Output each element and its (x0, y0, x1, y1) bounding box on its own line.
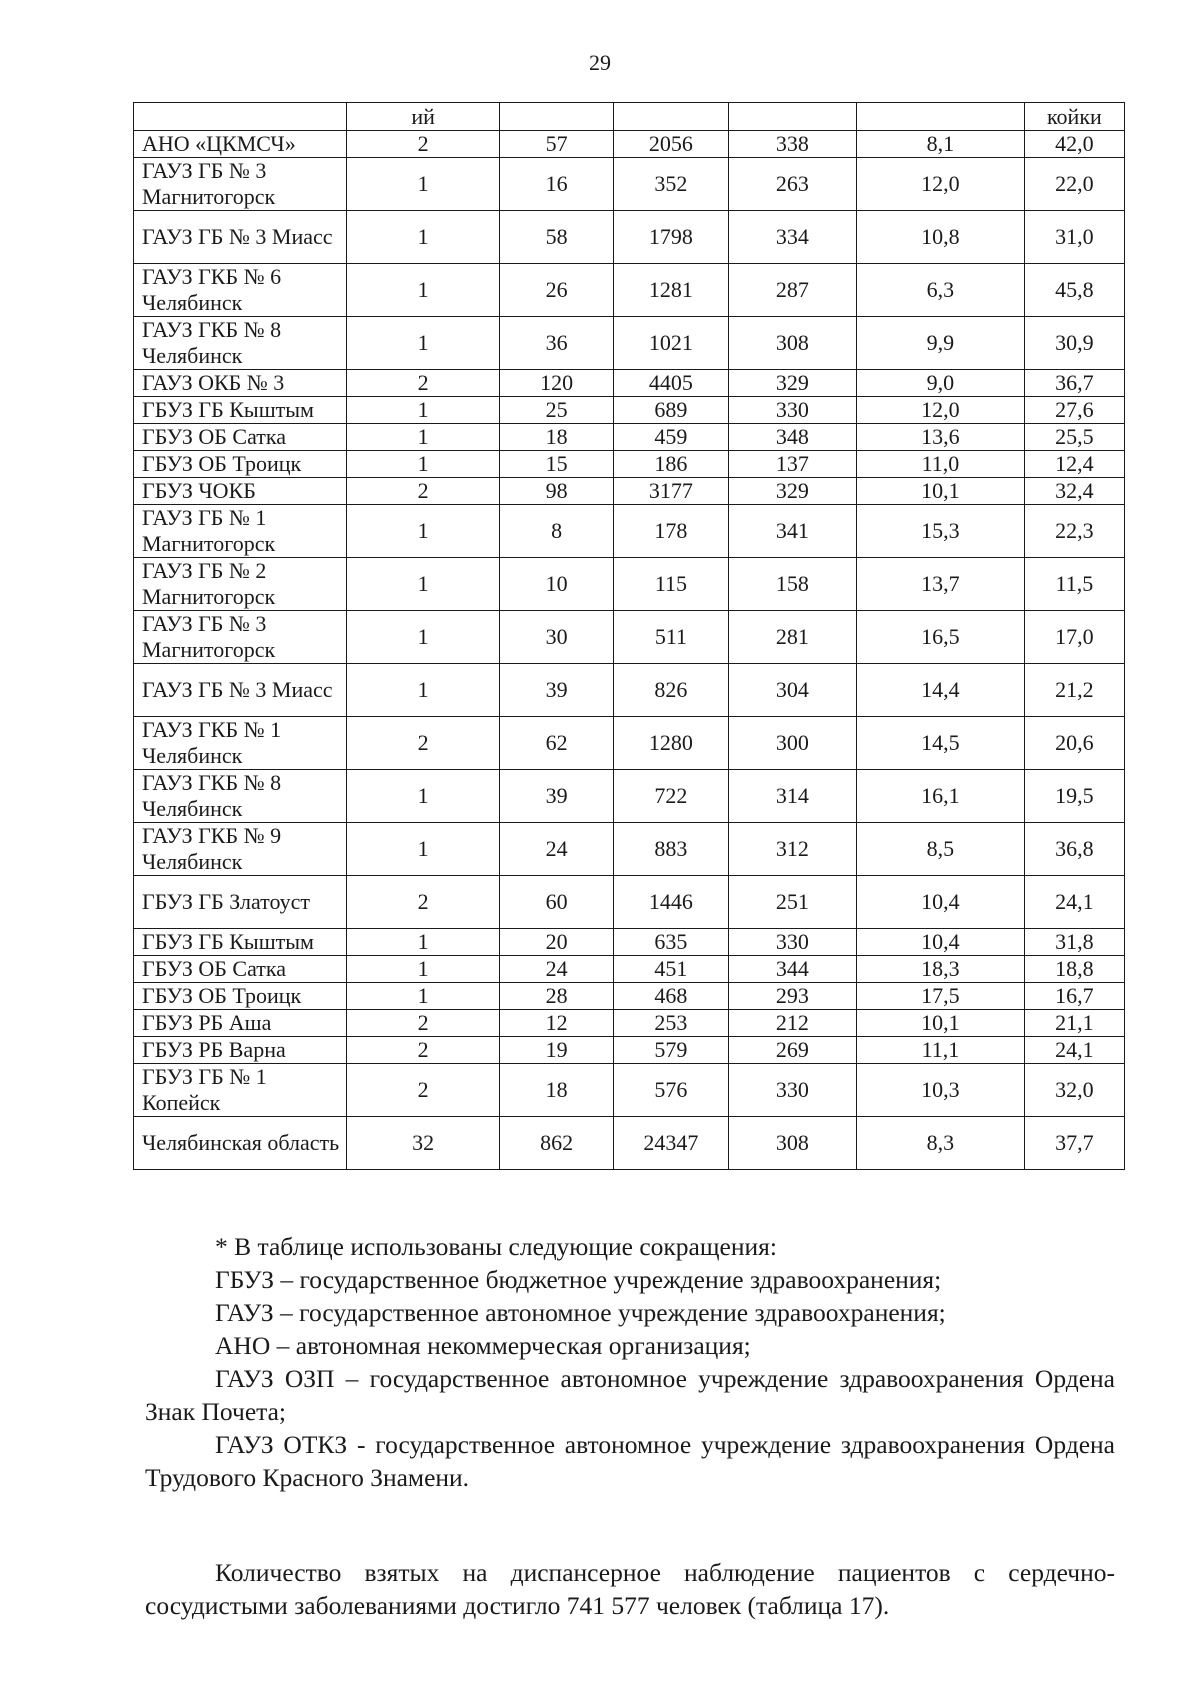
table-row (134, 478, 1125, 505)
value-cell: 19,5 (1024, 770, 1124, 823)
header-cell (857, 103, 1025, 131)
table-row (134, 1117, 1125, 1170)
table-row (134, 397, 1125, 424)
value-cell: 2 (347, 1064, 499, 1117)
value-cell: 304 (728, 664, 857, 717)
value-cell: 2 (347, 478, 499, 505)
value-cell: 348 (728, 424, 857, 451)
value-cell: 862 (499, 1117, 613, 1170)
value-cell: 22,3 (1024, 505, 1124, 558)
value-cell: 1 (347, 956, 499, 983)
value-cell: 18,3 (857, 956, 1025, 983)
value-cell: 32 (347, 1117, 499, 1170)
table-row (134, 370, 1125, 397)
value-cell: 1 (347, 611, 499, 664)
value-cell: 6,3 (857, 264, 1025, 317)
value-cell: 1 (347, 929, 499, 956)
value-cell: 8,1 (857, 131, 1025, 158)
value-cell: 11,5 (1024, 558, 1124, 611)
value-cell: 308 (728, 317, 857, 370)
value-cell: 1 (347, 558, 499, 611)
value-cell: 269 (728, 1037, 857, 1064)
value-cell: 10,1 (857, 478, 1025, 505)
table-row (134, 770, 1125, 823)
value-cell: 9,0 (857, 370, 1025, 397)
institution-name-cell: ГАУЗ ГБ № 2 Магнитогорск (134, 558, 347, 611)
abbreviations-notes (145, 1230, 1115, 1494)
header-cell (499, 103, 613, 131)
value-cell: 36,7 (1024, 370, 1124, 397)
value-cell: 9,9 (857, 317, 1025, 370)
value-cell: 24347 (614, 1117, 728, 1170)
institution-name-cell: ГБУЗ ОБ Троицк (134, 983, 347, 1010)
table-row (134, 717, 1125, 770)
value-cell: 16,5 (857, 611, 1025, 664)
institution-name-cell: ГБУЗ ОБ Сатка (134, 424, 347, 451)
value-cell: 13,7 (857, 558, 1025, 611)
institution-name-cell: ГБУЗ ЧОКБ (134, 478, 347, 505)
value-cell: 338 (728, 131, 857, 158)
value-cell: 12,0 (857, 158, 1025, 211)
value-cell: 1021 (614, 317, 728, 370)
value-cell: 2 (347, 1010, 499, 1037)
value-cell: 36 (499, 317, 613, 370)
value-cell: 1 (347, 451, 499, 478)
value-cell: 251 (728, 876, 857, 929)
value-cell: 39 (499, 664, 613, 717)
value-cell: 25,5 (1024, 424, 1124, 451)
institution-name-cell: ГБУЗ ГБ Златоуст (134, 876, 347, 929)
value-cell: 12,0 (857, 397, 1025, 424)
value-cell: 635 (614, 929, 728, 956)
value-cell: 330 (728, 1064, 857, 1117)
value-cell: 341 (728, 505, 857, 558)
value-cell: 24 (499, 823, 613, 876)
header-cell: ий (347, 103, 499, 131)
institution-name-cell: ГБУЗ РБ Варна (134, 1037, 347, 1064)
institution-name-cell: ГАУЗ ГКБ № 6 Челябинск (134, 264, 347, 317)
value-cell: 1 (347, 158, 499, 211)
value-cell: 11,1 (857, 1037, 1025, 1064)
value-cell: 2 (347, 131, 499, 158)
page-number: 29 (589, 50, 611, 75)
value-cell: 32,4 (1024, 478, 1124, 505)
value-cell: 459 (614, 424, 728, 451)
value-cell: 17,5 (857, 983, 1025, 1010)
table-row (134, 664, 1125, 717)
header-cell (728, 103, 857, 131)
table-row (134, 131, 1125, 158)
value-cell: 31,0 (1024, 211, 1124, 264)
value-cell: 24,1 (1024, 1037, 1124, 1064)
institution-name-cell: ГАУЗ ГКБ № 1 Челябинск (134, 717, 347, 770)
value-cell: 1281 (614, 264, 728, 317)
institution-name-cell: АНО «ЦКМСЧ» (134, 131, 347, 158)
header-cell: койки (1024, 103, 1124, 131)
table-row (134, 211, 1125, 264)
value-cell: 2 (347, 370, 499, 397)
value-cell: 8,5 (857, 823, 1025, 876)
value-cell: 689 (614, 397, 728, 424)
value-cell: 1 (347, 770, 499, 823)
table-row (134, 611, 1125, 664)
value-cell: 12,4 (1024, 451, 1124, 478)
value-cell: 2 (347, 717, 499, 770)
value-cell: 451 (614, 956, 728, 983)
value-cell: 137 (728, 451, 857, 478)
institution-name-cell: ГАУЗ ГБ № 3 Магнитогорск (134, 611, 347, 664)
value-cell: 10,8 (857, 211, 1025, 264)
value-cell: 22,0 (1024, 158, 1124, 211)
value-cell: 300 (728, 717, 857, 770)
value-cell: 39 (499, 770, 613, 823)
value-cell: 12 (499, 1010, 613, 1037)
value-cell: 1 (347, 317, 499, 370)
value-cell: 32,0 (1024, 1064, 1124, 1117)
value-cell: 45,8 (1024, 264, 1124, 317)
institution-name-cell: ГАУЗ ГБ № 3 Миасс (134, 664, 347, 717)
value-cell: 19 (499, 1037, 613, 1064)
value-cell: 31,8 (1024, 929, 1124, 956)
header-cell (134, 103, 347, 131)
data-table (133, 102, 1125, 1170)
value-cell: 158 (728, 558, 857, 611)
institution-name-cell: ГАУЗ ОКБ № 3 (134, 370, 347, 397)
value-cell: 18 (499, 424, 613, 451)
value-cell: 263 (728, 158, 857, 211)
institution-name-cell: ГАУЗ ГБ № 3 Миасс (134, 211, 347, 264)
closing-paragraph: Количество взятых на диспансерное наблюдение пациентов с сердечно-сосудистыми заболеваниями достигло 741 577 человек (таблица 17). (145, 1557, 1115, 1620)
value-cell: 826 (614, 664, 728, 717)
value-cell: 2 (347, 876, 499, 929)
value-cell: 10,4 (857, 929, 1025, 956)
value-cell: 293 (728, 983, 857, 1010)
value-cell: 18,8 (1024, 956, 1124, 983)
value-cell: 212 (728, 1010, 857, 1037)
value-cell: 287 (728, 264, 857, 317)
value-cell: 1 (347, 397, 499, 424)
value-cell: 1 (347, 211, 499, 264)
value-cell: 14,4 (857, 664, 1025, 717)
value-cell: 10,3 (857, 1064, 1025, 1117)
value-cell: 1 (347, 424, 499, 451)
value-cell: 57 (499, 131, 613, 158)
value-cell: 14,5 (857, 717, 1025, 770)
value-cell: 1446 (614, 876, 728, 929)
value-cell: 468 (614, 983, 728, 1010)
value-cell: 28 (499, 983, 613, 1010)
table-row (134, 1064, 1125, 1117)
table-row (134, 876, 1125, 929)
value-cell: 329 (728, 370, 857, 397)
value-cell: 37,7 (1024, 1117, 1124, 1170)
value-cell: 115 (614, 558, 728, 611)
table-row (134, 158, 1125, 211)
note-gauz-ozp: ГАУЗ ОЗП – государственное автономное учреждение здравоохранения Ордена Знак Почета; (145, 1364, 1115, 1426)
value-cell: 15,3 (857, 505, 1025, 558)
value-cell: 4405 (614, 370, 728, 397)
institution-name-cell: Челябинская область (134, 1117, 347, 1170)
value-cell: 1 (347, 983, 499, 1010)
value-cell: 21,1 (1024, 1010, 1124, 1037)
table-row (134, 317, 1125, 370)
institution-name-cell: ГАУЗ ГБ № 1 Магнитогорск (134, 505, 347, 558)
value-cell: 10 (499, 558, 613, 611)
table-row (134, 424, 1125, 451)
value-cell: 330 (728, 397, 857, 424)
value-cell: 60 (499, 876, 613, 929)
value-cell: 722 (614, 770, 728, 823)
value-cell: 18 (499, 1064, 613, 1117)
value-cell: 25 (499, 397, 613, 424)
institution-name-cell: ГБУЗ ОБ Троицк (134, 451, 347, 478)
value-cell: 1280 (614, 717, 728, 770)
header-cell (614, 103, 728, 131)
notes-intro: * В таблице использованы следующие сокращения: (215, 1232, 777, 1261)
institution-name-cell: ГБУЗ ГБ Кыштым (134, 397, 347, 424)
value-cell: 352 (614, 158, 728, 211)
table-row (134, 1037, 1125, 1064)
value-cell: 27,6 (1024, 397, 1124, 424)
table-row (134, 264, 1125, 317)
institution-name-cell: ГБУЗ РБ Аша (134, 1010, 347, 1037)
value-cell: 3177 (614, 478, 728, 505)
value-cell: 576 (614, 1064, 728, 1117)
value-cell: 178 (614, 505, 728, 558)
value-cell: 253 (614, 1010, 728, 1037)
institution-name-cell: ГАУЗ ГКБ № 8 Челябинск (134, 317, 347, 370)
note-gauz-otkz: ГАУЗ ОТКЗ - государственное автономное учреждение здравоохранения Ордена Трудового Красного Знамени. (145, 1430, 1115, 1492)
value-cell: 62 (499, 717, 613, 770)
value-cell: 8,3 (857, 1117, 1025, 1170)
value-cell: 30,9 (1024, 317, 1124, 370)
value-cell: 281 (728, 611, 857, 664)
table-row (134, 929, 1125, 956)
value-cell: 58 (499, 211, 613, 264)
value-cell: 11,0 (857, 451, 1025, 478)
value-cell: 329 (728, 478, 857, 505)
table-row (134, 1010, 1125, 1037)
value-cell: 511 (614, 611, 728, 664)
value-cell: 98 (499, 478, 613, 505)
value-cell: 10,1 (857, 1010, 1025, 1037)
table-row (134, 558, 1125, 611)
institution-name-cell: ГБУЗ ГБ № 1 Копейск (134, 1064, 347, 1117)
value-cell: 21,2 (1024, 664, 1124, 717)
value-cell: 579 (614, 1037, 728, 1064)
value-cell: 330 (728, 929, 857, 956)
value-cell: 1 (347, 505, 499, 558)
value-cell: 30 (499, 611, 613, 664)
value-cell: 2 (347, 1037, 499, 1064)
table-row (134, 956, 1125, 983)
institution-name-cell: ГАУЗ ГКБ № 9 Челябинск (134, 823, 347, 876)
value-cell: 1 (347, 264, 499, 317)
value-cell: 15 (499, 451, 613, 478)
table-row (134, 983, 1125, 1010)
value-cell: 314 (728, 770, 857, 823)
value-cell: 186 (614, 451, 728, 478)
value-cell: 2056 (614, 131, 728, 158)
value-cell: 344 (728, 956, 857, 983)
table-header-row (134, 103, 1125, 131)
value-cell: 24,1 (1024, 876, 1124, 929)
value-cell: 10,4 (857, 876, 1025, 929)
value-cell: 308 (728, 1117, 857, 1170)
institution-name-cell: ГБУЗ ГБ Кыштым (134, 929, 347, 956)
value-cell: 20,6 (1024, 717, 1124, 770)
value-cell: 883 (614, 823, 728, 876)
value-cell: 312 (728, 823, 857, 876)
institution-name-cell: ГАУЗ ГБ № 3 Магнитогорск (134, 158, 347, 211)
value-cell: 17,0 (1024, 611, 1124, 664)
value-cell: 20 (499, 929, 613, 956)
value-cell: 42,0 (1024, 131, 1124, 158)
value-cell: 8 (499, 505, 613, 558)
note-ano: АНО – автономная некоммерческая организация; (215, 1331, 751, 1360)
table-row (134, 505, 1125, 558)
value-cell: 1798 (614, 211, 728, 264)
value-cell: 26 (499, 264, 613, 317)
value-cell: 1 (347, 664, 499, 717)
value-cell: 16 (499, 158, 613, 211)
value-cell: 1 (347, 823, 499, 876)
table-row (134, 823, 1125, 876)
institution-name-cell: ГБУЗ ОБ Сатка (134, 956, 347, 983)
table-row (134, 451, 1125, 478)
value-cell: 13,6 (857, 424, 1025, 451)
value-cell: 16,7 (1024, 983, 1124, 1010)
institution-name-cell: ГАУЗ ГКБ № 8 Челябинск (134, 770, 347, 823)
value-cell: 24 (499, 956, 613, 983)
value-cell: 16,1 (857, 770, 1025, 823)
note-gauz: ГАУЗ – государственное автономное учреждение здравоохранения; (215, 1298, 946, 1327)
value-cell: 36,8 (1024, 823, 1124, 876)
note-gbuz: ГБУЗ – государственное бюджетное учреждение здравоохранения; (215, 1265, 942, 1294)
value-cell: 120 (499, 370, 613, 397)
value-cell: 334 (728, 211, 857, 264)
